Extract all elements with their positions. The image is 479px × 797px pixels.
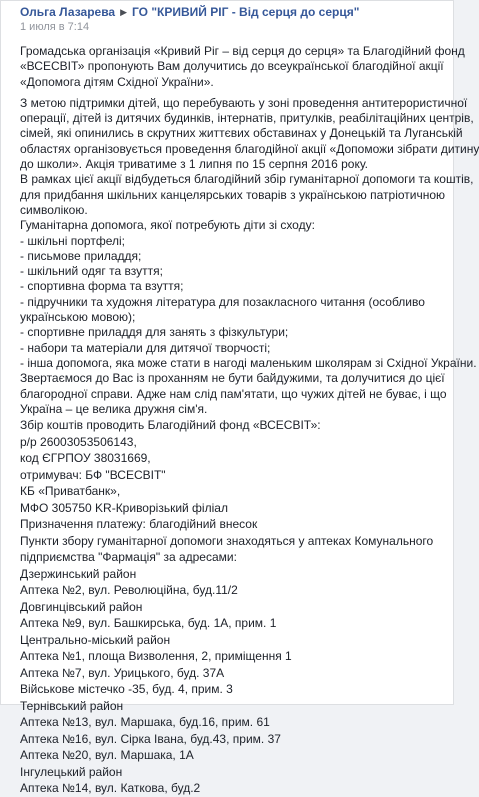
post-paragraph bbox=[20, 95, 479, 172]
post-text-line: українською мовою); bbox=[20, 310, 136, 325]
post-header-line bbox=[20, 5, 453, 21]
post-text-line: код ЄГРПОУ 38031669, bbox=[20, 451, 151, 466]
post-text-line: підприємства "Фармація" за адресами: bbox=[20, 550, 237, 565]
post-text-line: Пункти збору гуманітарної допомоги знаходяться у аптеках Комунального bbox=[20, 533, 434, 548]
post-text-line: КБ «Приватбанк», bbox=[20, 484, 121, 499]
post-text-line: Збір коштів проводить Благодійний фонд «ВСЕСВІТ»: bbox=[20, 418, 321, 433]
post-text-line: В рамках цієї акції відбудеться благодійний збір гуманітарної допомоги та коштів, bbox=[20, 172, 474, 187]
post-text-line: Гуманітарна допомога, якої потребують діти зі сходу: bbox=[20, 218, 315, 233]
post-text-line: Аптека №14, вул. Каткова, буд.2 bbox=[20, 781, 201, 796]
post-text-line: - письмове приладдя; bbox=[20, 248, 142, 263]
post-text-line: - спортивне приладдя для занять з фізкультури; bbox=[20, 325, 289, 340]
post-text-line: Довгинцівський район bbox=[20, 599, 143, 614]
post-text-line: Звертаємося до Вас із проханням не бути байдужими, та долучитися до цієї bbox=[20, 371, 445, 386]
post-paragraph bbox=[20, 44, 465, 90]
post-paragraph bbox=[20, 172, 477, 417]
post-text-line: Аптека №9, вул. Башкирська, буд. 1А, прим. 1 bbox=[20, 616, 277, 631]
post-body bbox=[20, 44, 479, 797]
post-text-line: Інгулецький район bbox=[20, 764, 123, 779]
post-text-line: МФО 305750 KR-Криворізький філіал bbox=[20, 500, 228, 515]
post-text-line: - спортивна форма та взуття; bbox=[20, 279, 184, 294]
post-text-line: Аптека №13, вул. Маршака, буд.16, прим. 61 bbox=[20, 715, 270, 730]
post-text-line: областях організовується проведення благодійної акції «Допоможи зібрати дитину bbox=[20, 141, 479, 156]
post-text-line: Центрально-міський район bbox=[20, 632, 171, 647]
post-text-line: сімей, які опинились в скрутних життєвих обставинах у Донецькій та Луганській bbox=[20, 126, 463, 141]
post-text-line: - шкільні портфелі; bbox=[20, 233, 125, 248]
post-text-line: Дзержинський район bbox=[20, 566, 137, 581]
post-text-line: для придбання шкільних канцелярських товарів з українською патріотичною bbox=[20, 187, 446, 202]
post-text-line: до школи». Акція триватиме з 1 липня по 15 серпня 2016 року. bbox=[20, 157, 368, 172]
post-text-line: Тернівський район bbox=[20, 698, 124, 713]
post-text-line: Аптека №7, вул. Урицького, буд. 37А bbox=[20, 665, 225, 680]
post-text-line: Україна – це велика дружня сім'я. bbox=[20, 401, 208, 416]
group-link[interactable]: ГО "КРИВИЙ РІГ - Від серця до серця" bbox=[132, 5, 360, 19]
arrow-right-icon: ▶ bbox=[120, 7, 128, 17]
post-text-line: отримувач: БФ "ВСЕСВІТ" bbox=[20, 467, 166, 482]
post-text-line: Аптека №16, вул. Сірка Івана, буд.43, прим. 37 bbox=[20, 731, 281, 746]
post-text-line: Аптека №2, вул. Революційна, буд.11/2 bbox=[20, 583, 238, 598]
post-text-line: «ВСЕСВІТ» пропонують Вам долучитись до всеукраїнської благодійної акції bbox=[20, 59, 444, 74]
post-text-line: Призначення платежу: благодійний внесок bbox=[20, 517, 258, 532]
post-text-line: операції, дітей із дитячих будинків, інтернатів, притулків, реабілітаційних центрів, bbox=[20, 111, 474, 126]
post-paragraph bbox=[20, 417, 452, 797]
post-text-line: Аптека №1, площа Визволення, 2, приміщення 1 bbox=[20, 649, 292, 664]
post-text-line: - шкільний одяг та взуття; bbox=[20, 264, 163, 279]
post-text-line: Громадська організація «Кривий Ріг – від серця до серця» та Благодійний фонд bbox=[20, 44, 465, 58]
post-text-line: - набори та матеріали для дитячої творчості; bbox=[20, 340, 271, 355]
author-link[interactable]: Ольга Лазарева bbox=[20, 5, 116, 19]
post-text-line: благородної справи. Адже нам слід пам'ятати, що чужих дітей не буває, і що bbox=[20, 386, 447, 401]
post-text-line: Військове містечко -35, буд. 4, прим. 3 bbox=[20, 682, 233, 697]
post-text-line: символікою. bbox=[20, 202, 88, 217]
post-timestamp[interactable]: 1 июля в 7:14 bbox=[20, 21, 90, 33]
post-text-line: - інша допомога, яка може стати в нагоді маленьким школярам зі Східної України. bbox=[20, 355, 477, 370]
post-text-line: З метою підтримки дітей, що перебувають у зоні проведення антитерористичної bbox=[20, 95, 468, 110]
post-text-line: - підручники та художня література для позакласного читання (особливо bbox=[20, 294, 425, 309]
post-text-line: «Допомога дітям Східної України». bbox=[20, 74, 214, 89]
post-header bbox=[1, 1, 453, 34]
post-text-line: Аптека №20, вул. Маршака, 1А bbox=[20, 748, 194, 763]
post-text-line: р/р 26003053506143, bbox=[20, 434, 137, 449]
